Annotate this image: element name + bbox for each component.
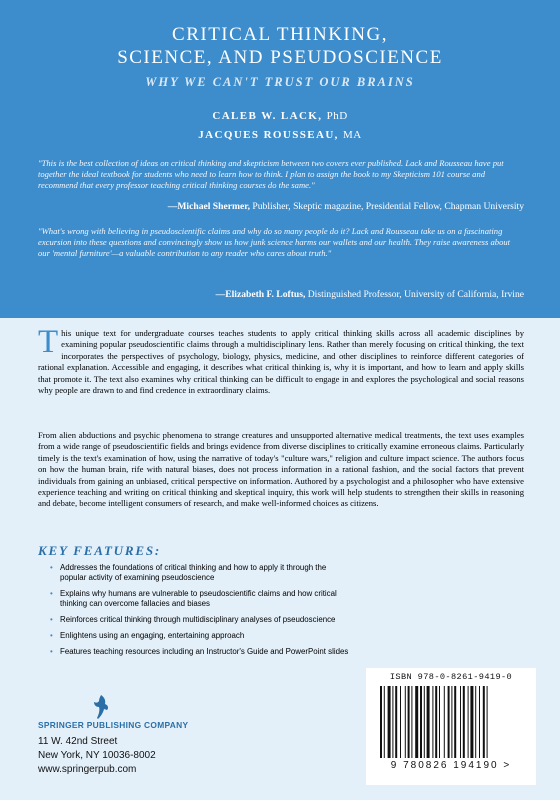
barcode-bar <box>395 686 397 758</box>
book-title-line-2: SCIENCE, AND PSEUDOSCIENCE <box>117 47 443 68</box>
description-paragraph-2: From alien abductions and psychic phenomena to strange creatures and unsupported alternative medical treatments, the text uses examples from a wide range of pseudoscientific fields and brings evidence from diverse disciplines to critically examine erroneous claims. Particularly timely is the text's examination of how, using the narrative of today's "culture wars," religion and culture impact science. The authors focus on how the human brain, rife with natural biases, does not process information in a rational fashion, and the social factors that prevent individuals from gaining an unbiased, critical perspective on information. Authored by a psychologist and a philosopher who have extensive experience teaching and writing on critical thinking and skeptical inquiry, this work will help students to strengthen their skills in reasoning and debate, become intelligent consumers of research, and make well-informed choices as citizens. <box>38 430 524 509</box>
book-title-line-1: CRITICAL THINKING, <box>172 24 388 45</box>
blurb-2-quote: "What's wrong with believing in pseudoscientific claims and why do so many people do it? Lack and Rousseau take us on a fascinating excursion into these questions and convincingly show us how junk science harms our wallets and our health. They raise awareness about our 'mental furniture'—a valuable contribution to any reader who cares about truth." <box>38 226 511 258</box>
publisher-logo <box>38 694 223 732</box>
key-feature-item <box>50 563 350 584</box>
key-features-heading: KEY FEATURES: <box>38 543 161 558</box>
author-2-name: JACQUES ROUSSEAU, <box>198 129 339 141</box>
barcode-bar <box>405 686 406 758</box>
cover-header-band <box>0 0 560 318</box>
blurb-2-attribution <box>216 289 524 300</box>
key-feature-item <box>50 589 350 610</box>
barcode-bar <box>448 686 450 758</box>
barcode-bar <box>388 686 391 758</box>
blurb-1-affiliation: Publisher, Skeptic magazine, Presidential Fellow, Chapman University <box>250 201 524 212</box>
barcode-bar <box>487 686 488 758</box>
barcode-bar <box>411 686 412 758</box>
barcode-bar <box>475 686 476 758</box>
key-feature-item <box>50 647 350 657</box>
key-feature-text: Addresses the foundations of critical thinking and how to apply it through the popular activity of examining pseudoscience <box>60 563 327 583</box>
barcode-bar <box>468 686 469 758</box>
blurb-2-name: —Elizabeth F. Loftus, <box>215 289 306 300</box>
key-feature-text: Features teaching resources including an Instructor's Guide and PowerPoint slides <box>60 647 349 656</box>
author-1-credential: PhD <box>326 110 348 122</box>
publisher-name: SPRINGER PUBLISHING COMPANY <box>38 720 189 730</box>
barcode-bar <box>400 686 401 758</box>
author-2 <box>0 129 560 141</box>
barcode-bar <box>380 686 382 758</box>
barcode-bar <box>424 686 425 758</box>
publisher-address-line-1: 11 W. 42nd Street <box>38 736 118 747</box>
barcode-bars <box>376 686 526 758</box>
blurb-2-affiliation: Distinguished Professor, University of California, Irvine <box>305 289 524 300</box>
barcode-bar <box>408 686 410 758</box>
bullet-icon: • <box>50 563 53 572</box>
publisher-website: www.springerpub.com <box>38 764 137 775</box>
publisher-address-line-2: New York, NY 10036-8002 <box>38 750 156 761</box>
key-feature-text: Reinforces critical thinking through multidisciplinary analyses of pseudoscience <box>60 615 336 624</box>
barcode-bar <box>479 686 480 758</box>
key-feature-item <box>50 615 350 625</box>
barcode-bar <box>415 686 418 758</box>
barcode-bar <box>483 686 485 758</box>
isbn-label: ISBN 978-0-8261-9419-0 <box>389 672 513 682</box>
description-paragraph-1-text: his unique text for undergraduate courses teaches students to apply critical thinking skills across all academic disciplines by examining popular pseudoscientific claims through a multidisciplinary lens. Rather than merely focusing on critical thinking, the text incorporates the perspectives of psychology, biology, physics, medicine, and other disciplines to reinforce different categories of rational explanation. Accessible and engaging, it describes what critical thinking is, why it is important, and how to learn and apply skills that promote it. The text also examines why critical thinking can be difficult to engage in and explores the psychological and social reasons why people are drawn to and find credence in extraordinary claims. <box>38 328 524 396</box>
barcode-bar <box>432 686 433 758</box>
book-subtitle: WHY WE CAN'T TRUST OUR BRAINS <box>145 75 415 89</box>
barcode-bar <box>451 686 452 758</box>
barcode-bar <box>435 686 437 758</box>
barcode-bar <box>463 686 465 758</box>
bullet-icon: • <box>50 589 53 598</box>
springer-horse-icon <box>92 694 110 720</box>
author-1 <box>0 110 560 122</box>
barcode-bar <box>420 686 422 758</box>
key-feature-text: Enlightens using an engaging, entertaining approach <box>60 631 245 640</box>
author-1-name: CALEB W. LACK, <box>212 110 323 122</box>
bullet-icon: • <box>50 615 53 624</box>
barcode-box <box>366 668 536 785</box>
barcode-bar <box>392 686 393 758</box>
drop-cap: T <box>38 324 59 360</box>
bullet-icon: • <box>50 647 53 656</box>
blurb-1-attribution <box>168 201 524 212</box>
bullet-icon: • <box>50 631 53 640</box>
barcode-bar <box>439 686 440 758</box>
key-feature-item <box>50 631 350 641</box>
barcode-bar <box>460 686 461 758</box>
blurb-1-quote: "This is the best collection of ideas on critical thinking and skepticism between two covers ever published. Lack and Rousseau have put together the ideal textbook for students who need to learn how to think. I plan to assign the book to my Skepticism 101 course and recommend that every professor teaching critical thinking courses do the same." <box>38 158 504 190</box>
barcode-bar <box>470 686 473 758</box>
blurb-1-name: —Michael Shermer, <box>167 201 251 212</box>
author-2-credential: MA <box>342 129 362 141</box>
barcode-bar <box>427 686 430 758</box>
barcode-bar <box>384 686 385 758</box>
key-feature-text: Explains why humans are vulnerable to pseudoscientific claims and how critical thinking can overcome fallacies and biases <box>60 589 337 609</box>
barcode-bar <box>454 686 456 758</box>
description-paragraph-1 <box>38 324 524 396</box>
barcode-bar <box>444 686 445 758</box>
barcode-digits: 9 780826 194190 > <box>390 760 512 771</box>
